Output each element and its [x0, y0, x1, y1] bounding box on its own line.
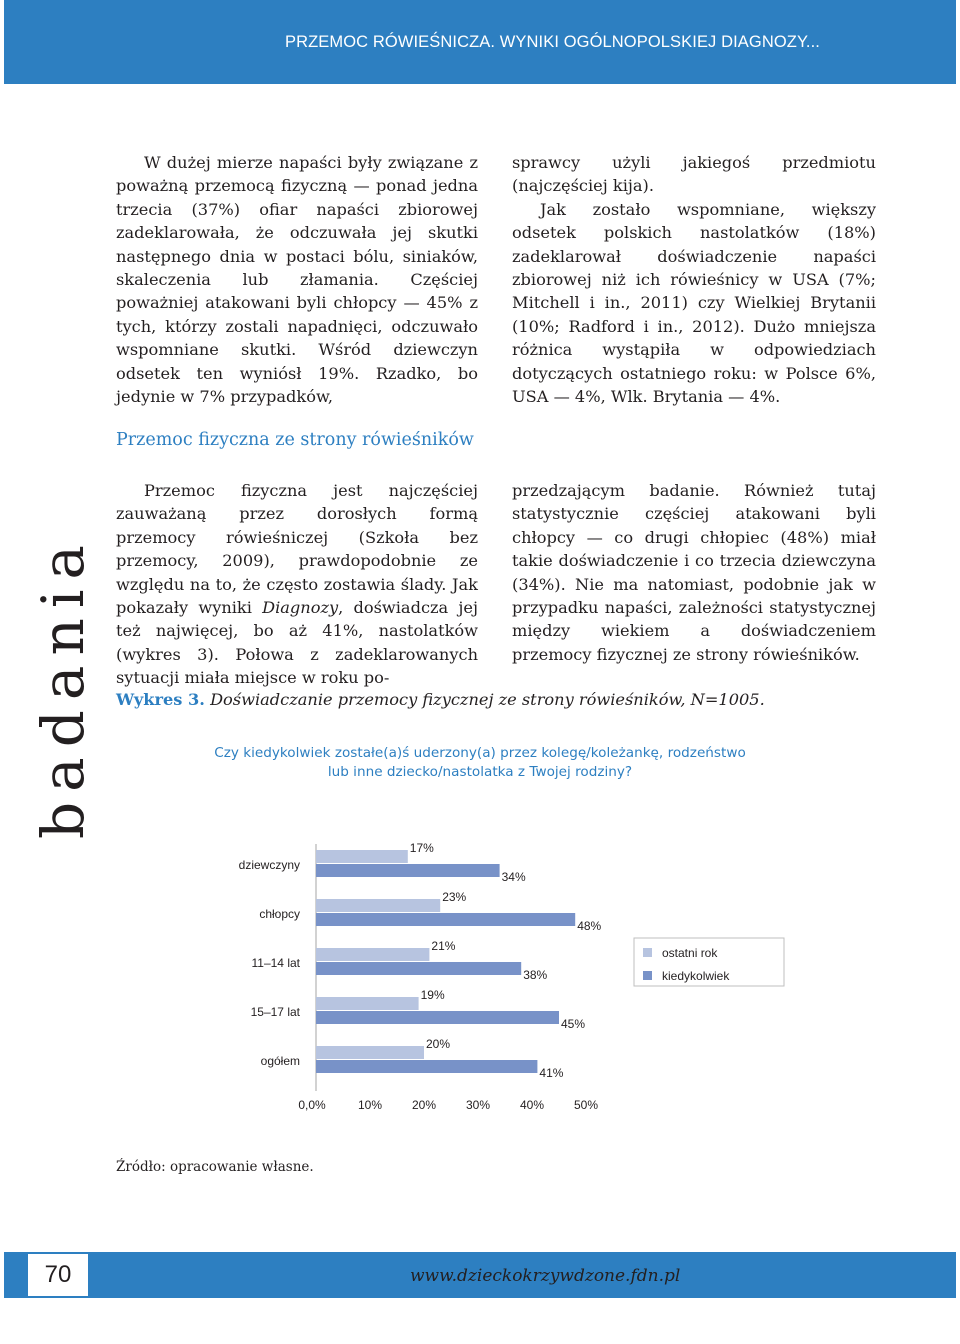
bar-value-label: 41%	[539, 1066, 564, 1080]
section-right-paragraph: przedzającym badanie. Również tutaj statystycznie częściej atakowani byli chłopcy — co drugi chłopiec (48%) miał takie doświadczenie i co trzecia dziewczyna (34%). Nie ma natomiast, podobnie jak w przypadku napaści, zależności statystycznej między wiekiem a doświadczeniem przemocy fizycznej ze strony rówieśników.	[512, 481, 876, 664]
bar-ever	[316, 864, 500, 877]
category-label: ogółem	[260, 1054, 300, 1068]
bar-last-year	[316, 850, 408, 863]
section-heading: Przemoc fizyczna ze strony rówieśników	[116, 430, 474, 450]
category-label: chłopcy	[259, 907, 300, 921]
x-tick-label: 30%	[465, 1098, 491, 1112]
bar-value-label: 17%	[409, 841, 434, 855]
chart-question-line-1: Czy kiedykolwiek zostałe(a)ś uderzony(a) przez kolegę/koleżankę, rodzeństwo	[214, 745, 746, 761]
x-tick-label: 40%	[519, 1098, 545, 1112]
footer-url: www.dzieckokrzywdzone.fdn.pl	[410, 1266, 681, 1286]
bar-value-label: 19%	[420, 988, 445, 1002]
running-title: PRZEMOC RÓWIEŚNICZA. WYNIKI OGÓLNOPOLSKIEJ DIAGNOZY...	[284, 33, 820, 51]
bar-ever	[316, 1011, 559, 1024]
bar-last-year	[316, 899, 440, 912]
section-left-text-b: , doświadcza jej też najwięcej, bo aż 41%, nastolatków (wykres 3). Połowa z zadeklarowanych sytuacji miała miejsce w roku po-	[116, 598, 478, 688]
intro-right-paragraph-2: Jak zostało wspomniane, większy odsetek polskich nastolatków (18%) zadeklarował doświadczenie napaści zbiorowej niż ich rówieśnicy w USA (7%; Mitchell i in., 2011) czy Wielkiej Brytanii (10%; Radford i in., 2012). Dużo mniejsza różnica wystąpiła w odpowiedziach dotyczących ostatniego roku: w Polsce 6%, USA — 4%, Wlk. Brytania — 4%.	[512, 199, 876, 407]
page-number-box	[28, 1254, 88, 1296]
intro-left-paragraph: W dużej mierze napaści były związane z poważną przemocą fizyczną — ponad jedna trzecia (37%) ofiar napaści zbiorowej zadeklarowała, że odczuwała jej skutki następnego dnia w postaci bólu, siniaków, skaleczenia lub złamania. Częściej poważniej atakowani byli chłopcy — 45% z tych, którzy zostali napadnięci, odczuwało wspomniane skutki. Wśród dziewczyn odsetek ten wyniósł 19%. Rzadko, bo jedynie w 7% przypadków,	[116, 153, 478, 407]
figure-label: Wykres 3.	[116, 690, 205, 709]
bar-last-year	[316, 1046, 424, 1059]
legend-label: kiedykolwiek	[662, 969, 730, 983]
section-left-text-a: Przemoc fizyczna jest najczęściej zauważaną przez dorosłych formą przemocy rówieśniczej (Szkoła bez przemocy, 2009), prawdopodobnie ze względu na to, że często zostawia ślady. Jak pokazały wyniki	[116, 481, 478, 618]
bar-value-label: 34%	[501, 870, 526, 884]
x-tick-label: 10%	[357, 1098, 383, 1112]
category-label: dziewczyny	[238, 858, 300, 872]
bar-value-label: 23%	[442, 890, 467, 904]
bar-value-label: 48%	[577, 919, 602, 933]
category-label: 15–17 lat	[250, 1005, 300, 1019]
bar-last-year	[316, 997, 419, 1010]
intro-right-paragraph-1: sprawcy użyli jakiegoś przedmiotu (najczęściej kija).	[512, 153, 876, 196]
x-tick-label: 50%	[573, 1098, 599, 1112]
bar-ever	[316, 1060, 537, 1073]
bar-value-label: 38%	[523, 968, 548, 982]
chart-question-line-2: lub inne dziecko/nastolatka z Twojej rodziny?	[327, 764, 633, 780]
legend-swatch	[643, 948, 652, 957]
legend-label: ostatni rok	[662, 946, 718, 960]
legend-swatch	[643, 971, 652, 980]
bar-last-year	[316, 948, 429, 961]
x-tick-label: 20%	[411, 1098, 437, 1112]
source-note: Źródło: opracowanie własne.	[116, 1159, 314, 1175]
bar-value-label: 45%	[561, 1017, 586, 1031]
bar-ever	[316, 913, 575, 926]
x-tick-label: 0,0%	[298, 1098, 326, 1112]
side-label-text: badania	[29, 535, 97, 839]
page-number: 70	[44, 1261, 72, 1288]
section-left-emphasis: Diagnozy	[262, 598, 339, 618]
figure-caption-text: Doświadczanie przemocy fizycznej ze strony rówieśników, N=1005.	[210, 690, 765, 709]
bar-value-label: 21%	[431, 939, 456, 953]
bar-value-label: 20%	[426, 1037, 451, 1051]
bar-ever	[316, 962, 521, 975]
category-label: 11–14 lat	[251, 956, 300, 970]
